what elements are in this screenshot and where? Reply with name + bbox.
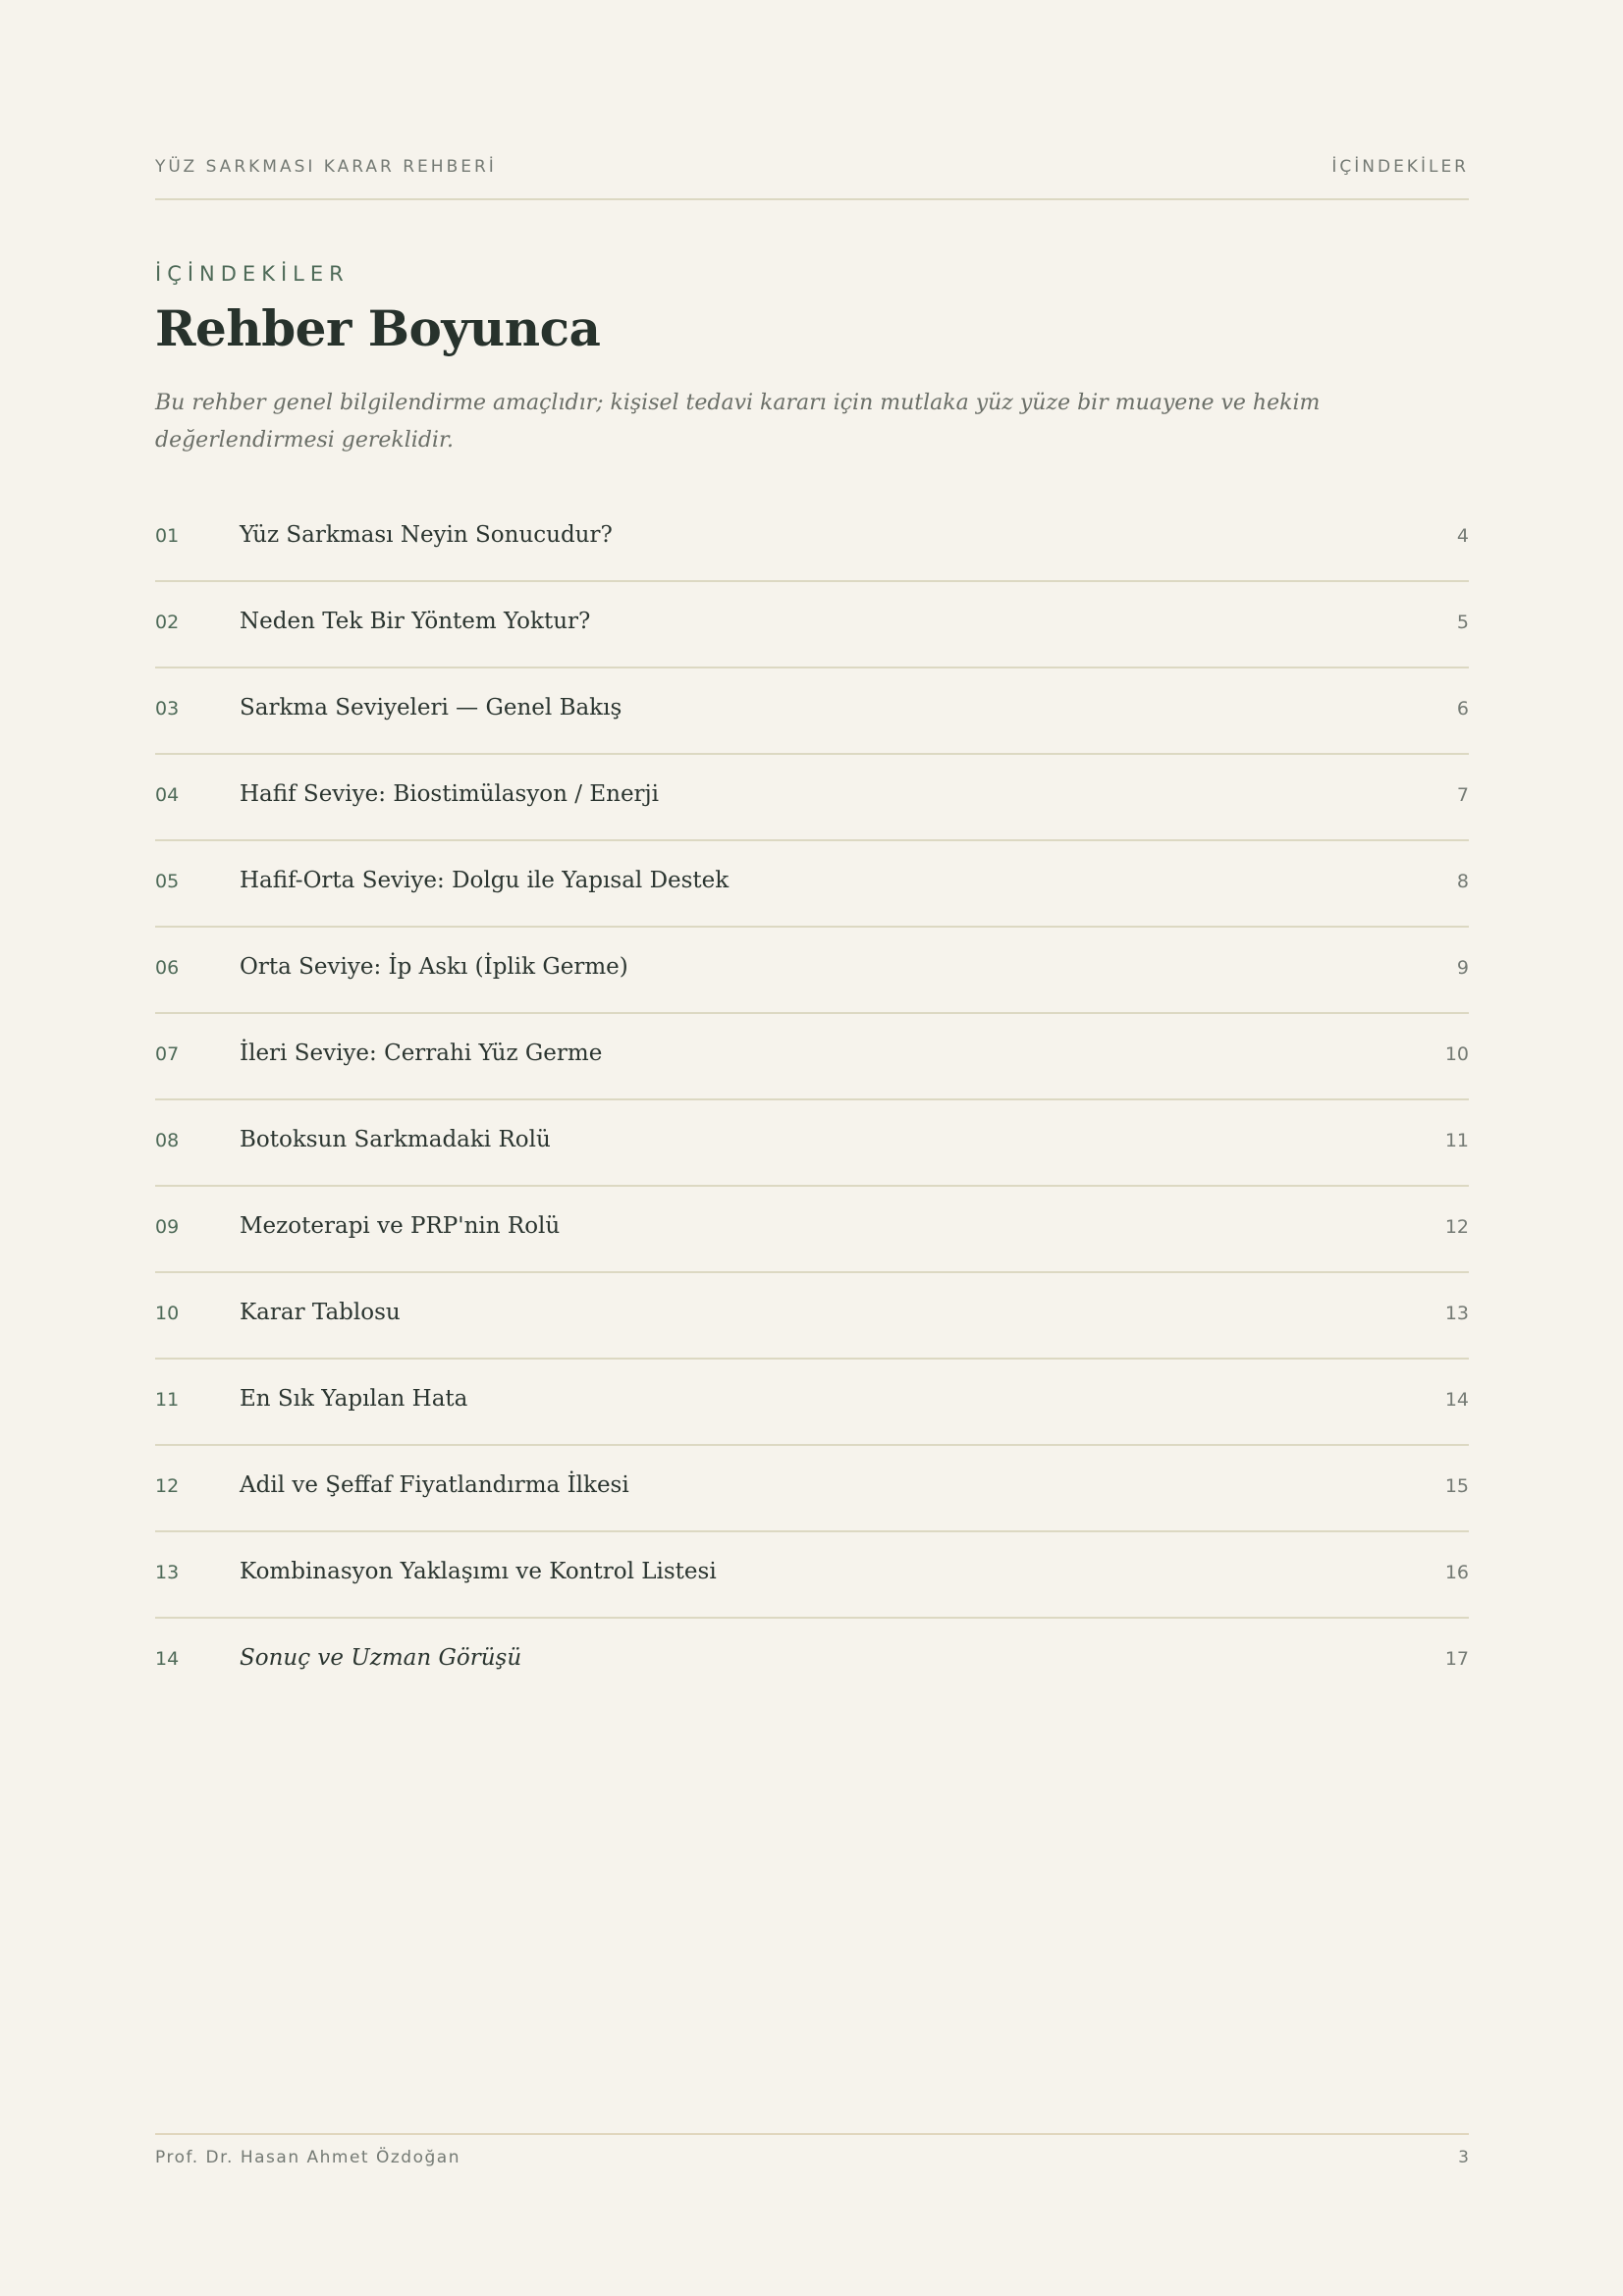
toc-entry-title: Sarkma Seviyeleri — Genel Bakış	[240, 695, 622, 721]
document-page	[155, 0, 1469, 2296]
toc-entry-number: 12	[155, 1475, 180, 1497]
toc-entry[interactable]	[155, 582, 1469, 668]
toc-entry[interactable]	[155, 841, 1469, 928]
header-document-title: YÜZ SARKMASI KARAR REHBERİ	[155, 157, 497, 177]
table-of-contents	[155, 496, 1469, 1703]
toc-entry-number: 04	[155, 784, 180, 806]
toc-entry-title: İleri Seviye: Cerrahi Yüz Germe	[240, 1041, 603, 1066]
toc-entry-number: 14	[155, 1648, 180, 1670]
footer-author: Prof. Dr. Hasan Ahmet Özdoğan	[155, 2148, 460, 2167]
toc-entry-title: Botoksun Sarkmadaki Rolü	[240, 1127, 551, 1152]
section-eyebrow: İÇİNDEKİLER	[155, 262, 350, 286]
toc-entry-page: 5	[1456, 612, 1469, 633]
toc-entry-page: 10	[1444, 1043, 1469, 1065]
toc-entry[interactable]	[155, 1100, 1469, 1187]
toc-entry-page: 16	[1444, 1562, 1469, 1583]
toc-entry-title: Yüz Sarkması Neyin Sonucudur?	[240, 522, 613, 548]
footer-page-number: 3	[1458, 2148, 1469, 2167]
toc-entry-page: 15	[1444, 1475, 1469, 1497]
toc-entry-page: 14	[1444, 1389, 1469, 1411]
toc-entry[interactable]	[155, 668, 1469, 755]
toc-entry-page: 7	[1456, 784, 1469, 806]
toc-entry-title: Hafif-Orta Seviye: Dolgu ile Yapısal Destek	[240, 868, 730, 893]
toc-entry-number: 03	[155, 698, 180, 720]
header-section-name: İÇİNDEKİLER	[1331, 157, 1469, 177]
toc-entry-title: Hafif Seviye: Biostimülasyon / Enerji	[240, 781, 660, 807]
toc-entry-page: 4	[1456, 525, 1469, 547]
toc-entry-title: Neden Tek Bir Yöntem Yoktur?	[240, 609, 591, 634]
toc-entry-page: 11	[1444, 1130, 1469, 1151]
toc-entry-page: 8	[1456, 871, 1469, 892]
page-footer	[155, 2133, 1469, 2167]
toc-entry-number: 11	[155, 1389, 180, 1411]
toc-entry[interactable]	[155, 1619, 1469, 1703]
toc-entry[interactable]	[155, 1532, 1469, 1619]
toc-entry[interactable]	[155, 928, 1469, 1014]
toc-entry-title: Adil ve Şeffaf Fiyatlandırma İlkesi	[240, 1472, 629, 1498]
toc-entry-page: 17	[1444, 1648, 1469, 1670]
toc-entry[interactable]	[155, 1014, 1469, 1100]
toc-entry-page: 13	[1444, 1303, 1469, 1324]
toc-entry-number: 08	[155, 1130, 180, 1151]
toc-entry-number: 09	[155, 1216, 180, 1238]
toc-entry-title: Mezoterapi ve PRP'nin Rolü	[240, 1213, 561, 1239]
toc-entry-number: 13	[155, 1562, 180, 1583]
toc-entry-page: 12	[1444, 1216, 1469, 1238]
intro-paragraph: Bu rehber genel bilgilendirme amaçlıdır; kişisel tedavi kararı için mutlaka yüz yüze bir muayene ve hekim değerlendirmesi gereklidir.	[155, 391, 1321, 453]
toc-entry-title: En Sık Yapılan Hata	[240, 1386, 468, 1412]
toc-entry-page: 9	[1456, 957, 1469, 979]
toc-entry[interactable]	[155, 755, 1469, 841]
toc-entry-title: Karar Tablosu	[240, 1300, 401, 1325]
running-header	[155, 157, 1469, 200]
toc-entry-title: Kombinasyon Yaklaşımı ve Kontrol Listesi	[240, 1559, 717, 1584]
toc-entry-title: Sonuç ve Uzman Görüşü	[240, 1645, 522, 1671]
toc-entry-number: 07	[155, 1043, 180, 1065]
toc-entry[interactable]	[155, 1273, 1469, 1360]
toc-entry-number: 05	[155, 871, 180, 892]
toc-entry-page: 6	[1456, 698, 1469, 720]
toc-entry[interactable]	[155, 1360, 1469, 1446]
toc-entry-number: 01	[155, 525, 180, 547]
toc-entry-number: 10	[155, 1303, 180, 1324]
toc-entry[interactable]	[155, 496, 1469, 582]
toc-entry-number: 06	[155, 957, 180, 979]
toc-entry[interactable]	[155, 1187, 1469, 1273]
toc-entry-number: 02	[155, 612, 180, 633]
toc-entry-title: Orta Seviye: İp Askı (İplik Germe)	[240, 954, 628, 980]
page-title: Rehber Boyunca	[155, 299, 601, 357]
toc-entry[interactable]	[155, 1446, 1469, 1532]
